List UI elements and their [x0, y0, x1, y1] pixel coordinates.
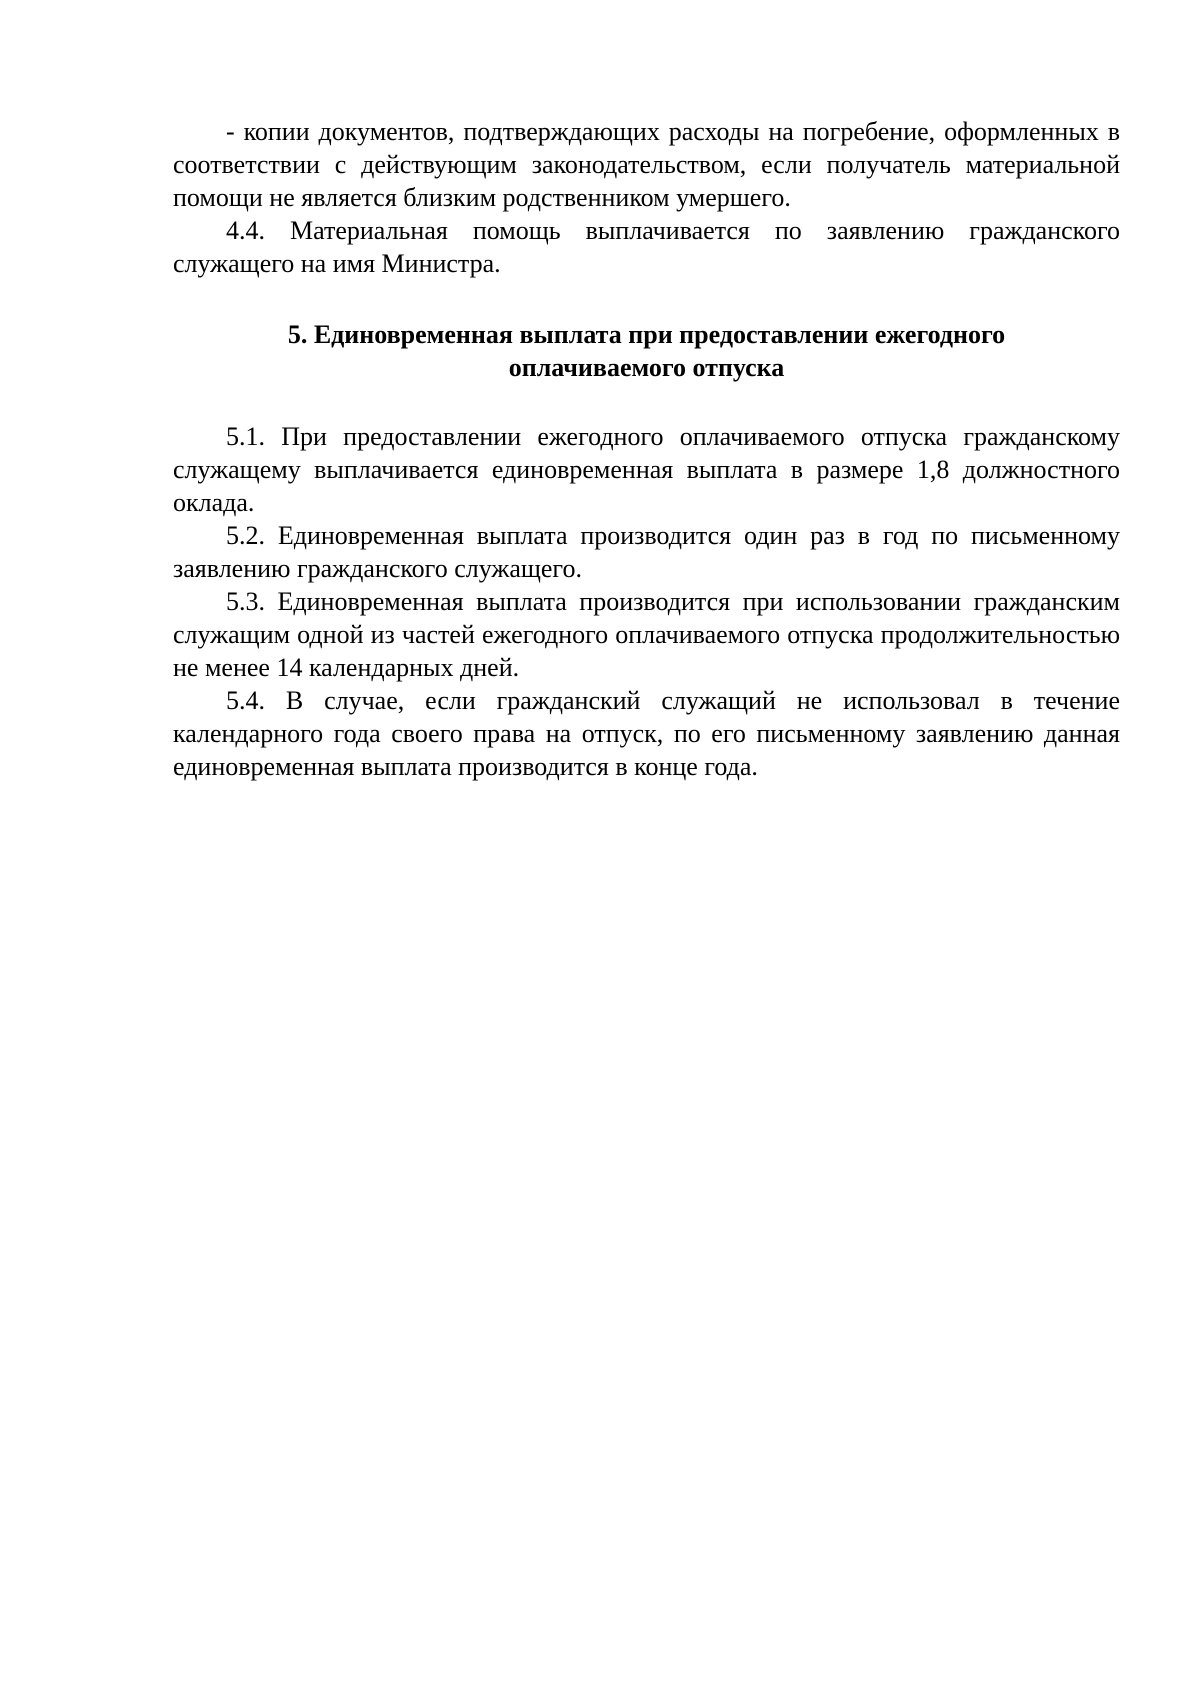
document-page: [173, 115, 1120, 783]
paragraph-5-3: 5.3. Единовременная выплата производится при использовании гражданским служащим одной из частей ежегодного оплачиваемого отпуска продолжительностью не менее 14 календарных дней.: [173, 587, 1120, 682]
section-title: 5. Единовременная выплата при предоставлении ежегодного оплачиваемого отпуска: [287, 320, 1006, 382]
paragraph-5-4: 5.4. В случае, если гражданский служащий не использовал в течение календарного года своего права на отпуск, по его письменному заявлению данная единовременная выплата производится в конце года.: [173, 686, 1120, 781]
paragraph-burial-expense-documents: - копии документов, подтверждающих расходы на погребение, оформленных в соответствии с действующим законодательством, если получатель материальной помощи не является близким родственником умершего.: [173, 117, 1120, 212]
paragraph-5-1: 5.1. При предоставлении ежегодного оплачиваемого отпуска гражданскому служащему выплачивается единовременная выплата в размере 1,8 должностного оклада.: [173, 422, 1120, 517]
paragraph-5-2: 5.2. Единовременная выплата производится один раз в год по письменному заявлению гражданского служащего.: [173, 521, 1120, 583]
paragraph-4-4: 4.4. Материальная помощь выплачивается по заявлению гражданского служащего на имя Министра.: [173, 216, 1120, 278]
